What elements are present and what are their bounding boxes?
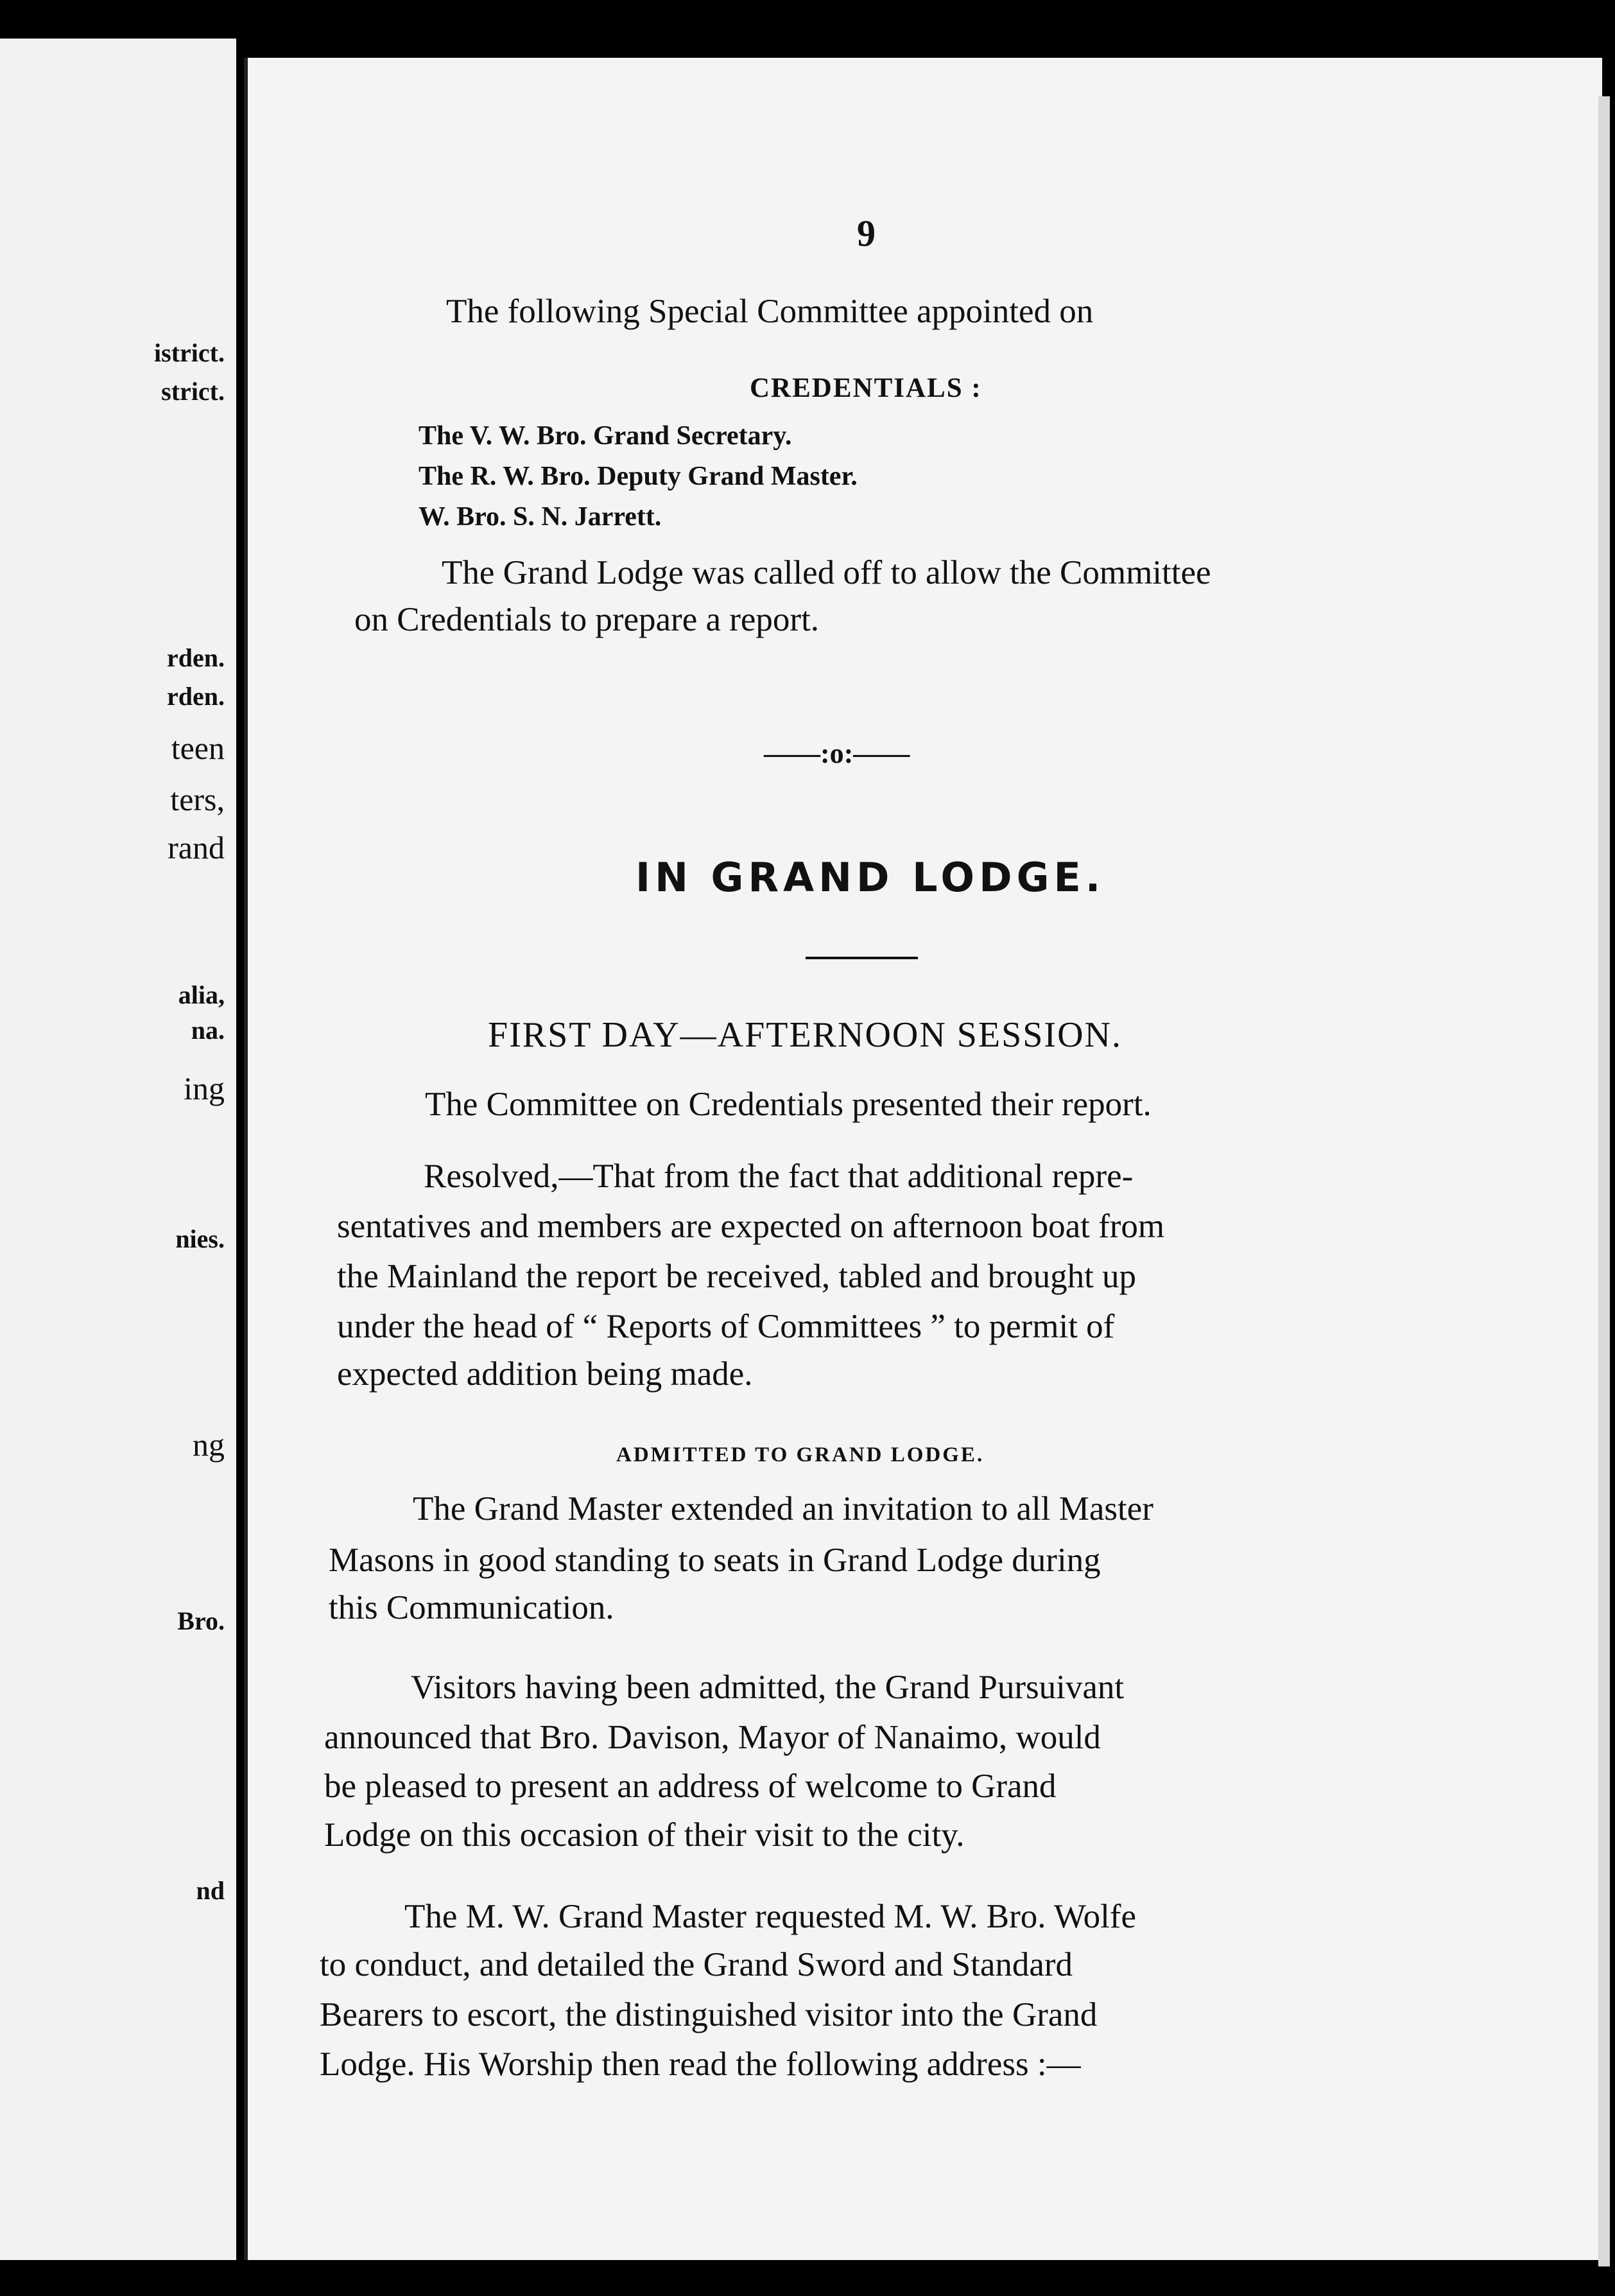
left-page-text-fragment: teen bbox=[171, 730, 225, 766]
called-off-line: The Grand Lodge was called off to allow the Committee bbox=[442, 554, 1211, 591]
left-page-text-fragment: rand bbox=[168, 830, 225, 865]
visitors-line: announced that Bro. Davison, Mayor of Nanaimo, would bbox=[324, 1719, 1101, 1756]
left-page-text-fragment: alia, bbox=[178, 980, 225, 1009]
visitors-line: Lodge on this occasion of their visit to the city. bbox=[324, 1816, 965, 1854]
requested-line: The M. W. Grand Master requested M. W. Bro. Wolfe bbox=[404, 1898, 1136, 1935]
resolved-line: sentatives and members are expected on afternoon boat from bbox=[337, 1208, 1165, 1245]
left-page-text-fragment: nies. bbox=[175, 1224, 225, 1253]
left-page-text-fragment: Bro. bbox=[177, 1606, 225, 1635]
report-line: The Committee on Credentials presented their report. bbox=[425, 1086, 1152, 1123]
credentials-heading: CREDENTIALS : bbox=[750, 373, 982, 403]
page-number: 9 bbox=[857, 213, 876, 254]
left-page-text-fragment: strict. bbox=[161, 377, 225, 406]
left-page-text-fragment: ters, bbox=[170, 781, 225, 817]
admitted-heading: ADMITTED TO GRAND LODGE. bbox=[616, 1443, 985, 1466]
resolved-line: under the head of “ Reports of Committees ” to permit of bbox=[337, 1308, 1115, 1345]
left-page-text-fragment: rden. bbox=[167, 682, 225, 711]
page-edge bbox=[1598, 96, 1610, 2266]
section-title: IN GRAND LODGE. bbox=[635, 854, 1105, 901]
invitation-line: The Grand Master extended an invitation to all Master bbox=[413, 1490, 1153, 1527]
committee-intro: The following Special Committee appointed on bbox=[446, 293, 1094, 330]
called-off-line: on Credentials to prepare a report. bbox=[354, 601, 820, 638]
requested-line: Bearers to escort, the distinguished visitor into the Grand bbox=[320, 1996, 1098, 2033]
left-page-text-fragment: na. bbox=[191, 1016, 225, 1045]
visitors-line: Visitors having been admitted, the Grand Pursuivant bbox=[411, 1669, 1125, 1706]
resolved-line: expected addition being made. bbox=[337, 1355, 753, 1393]
invitation-line: Masons in good standing to seats in Grand Lodge during bbox=[329, 1542, 1101, 1579]
left-page-text-fragment: istrict. bbox=[154, 338, 225, 367]
section-separator: ——:o:—— bbox=[764, 738, 910, 769]
left-page-text-fragment: ng bbox=[193, 1427, 225, 1463]
committee-member: The V. W. Bro. Grand Secretary. bbox=[419, 421, 792, 451]
left-page-text-fragment: nd bbox=[196, 1876, 225, 1905]
requested-line: Lodge. His Worship then read the following address :— bbox=[320, 2046, 1081, 2083]
left-page-text-fragment: rden. bbox=[167, 643, 225, 672]
session-heading: FIRST DAY—AFTERNOON SESSION. bbox=[488, 1015, 1122, 1055]
invitation-line: this Communication. bbox=[329, 1589, 614, 1626]
resolved-line: the Mainland the report be received, tabled and brought up bbox=[337, 1258, 1137, 1295]
resolved-line: Resolved,—That from the fact that additional repre- bbox=[424, 1158, 1134, 1195]
left-page-text-fragment: ing bbox=[184, 1070, 225, 1106]
title-underline bbox=[806, 957, 918, 959]
committee-member: The R. W. Bro. Deputy Grand Master. bbox=[419, 462, 858, 491]
page-gutter bbox=[236, 0, 244, 2296]
left-page-fragment bbox=[0, 39, 236, 2260]
visitors-line: be pleased to present an address of welcome to Grand bbox=[324, 1768, 1057, 1805]
committee-member: W. Bro. S. N. Jarrett. bbox=[419, 502, 662, 532]
requested-line: to conduct, and detailed the Grand Sword and Standard bbox=[320, 1946, 1073, 1983]
